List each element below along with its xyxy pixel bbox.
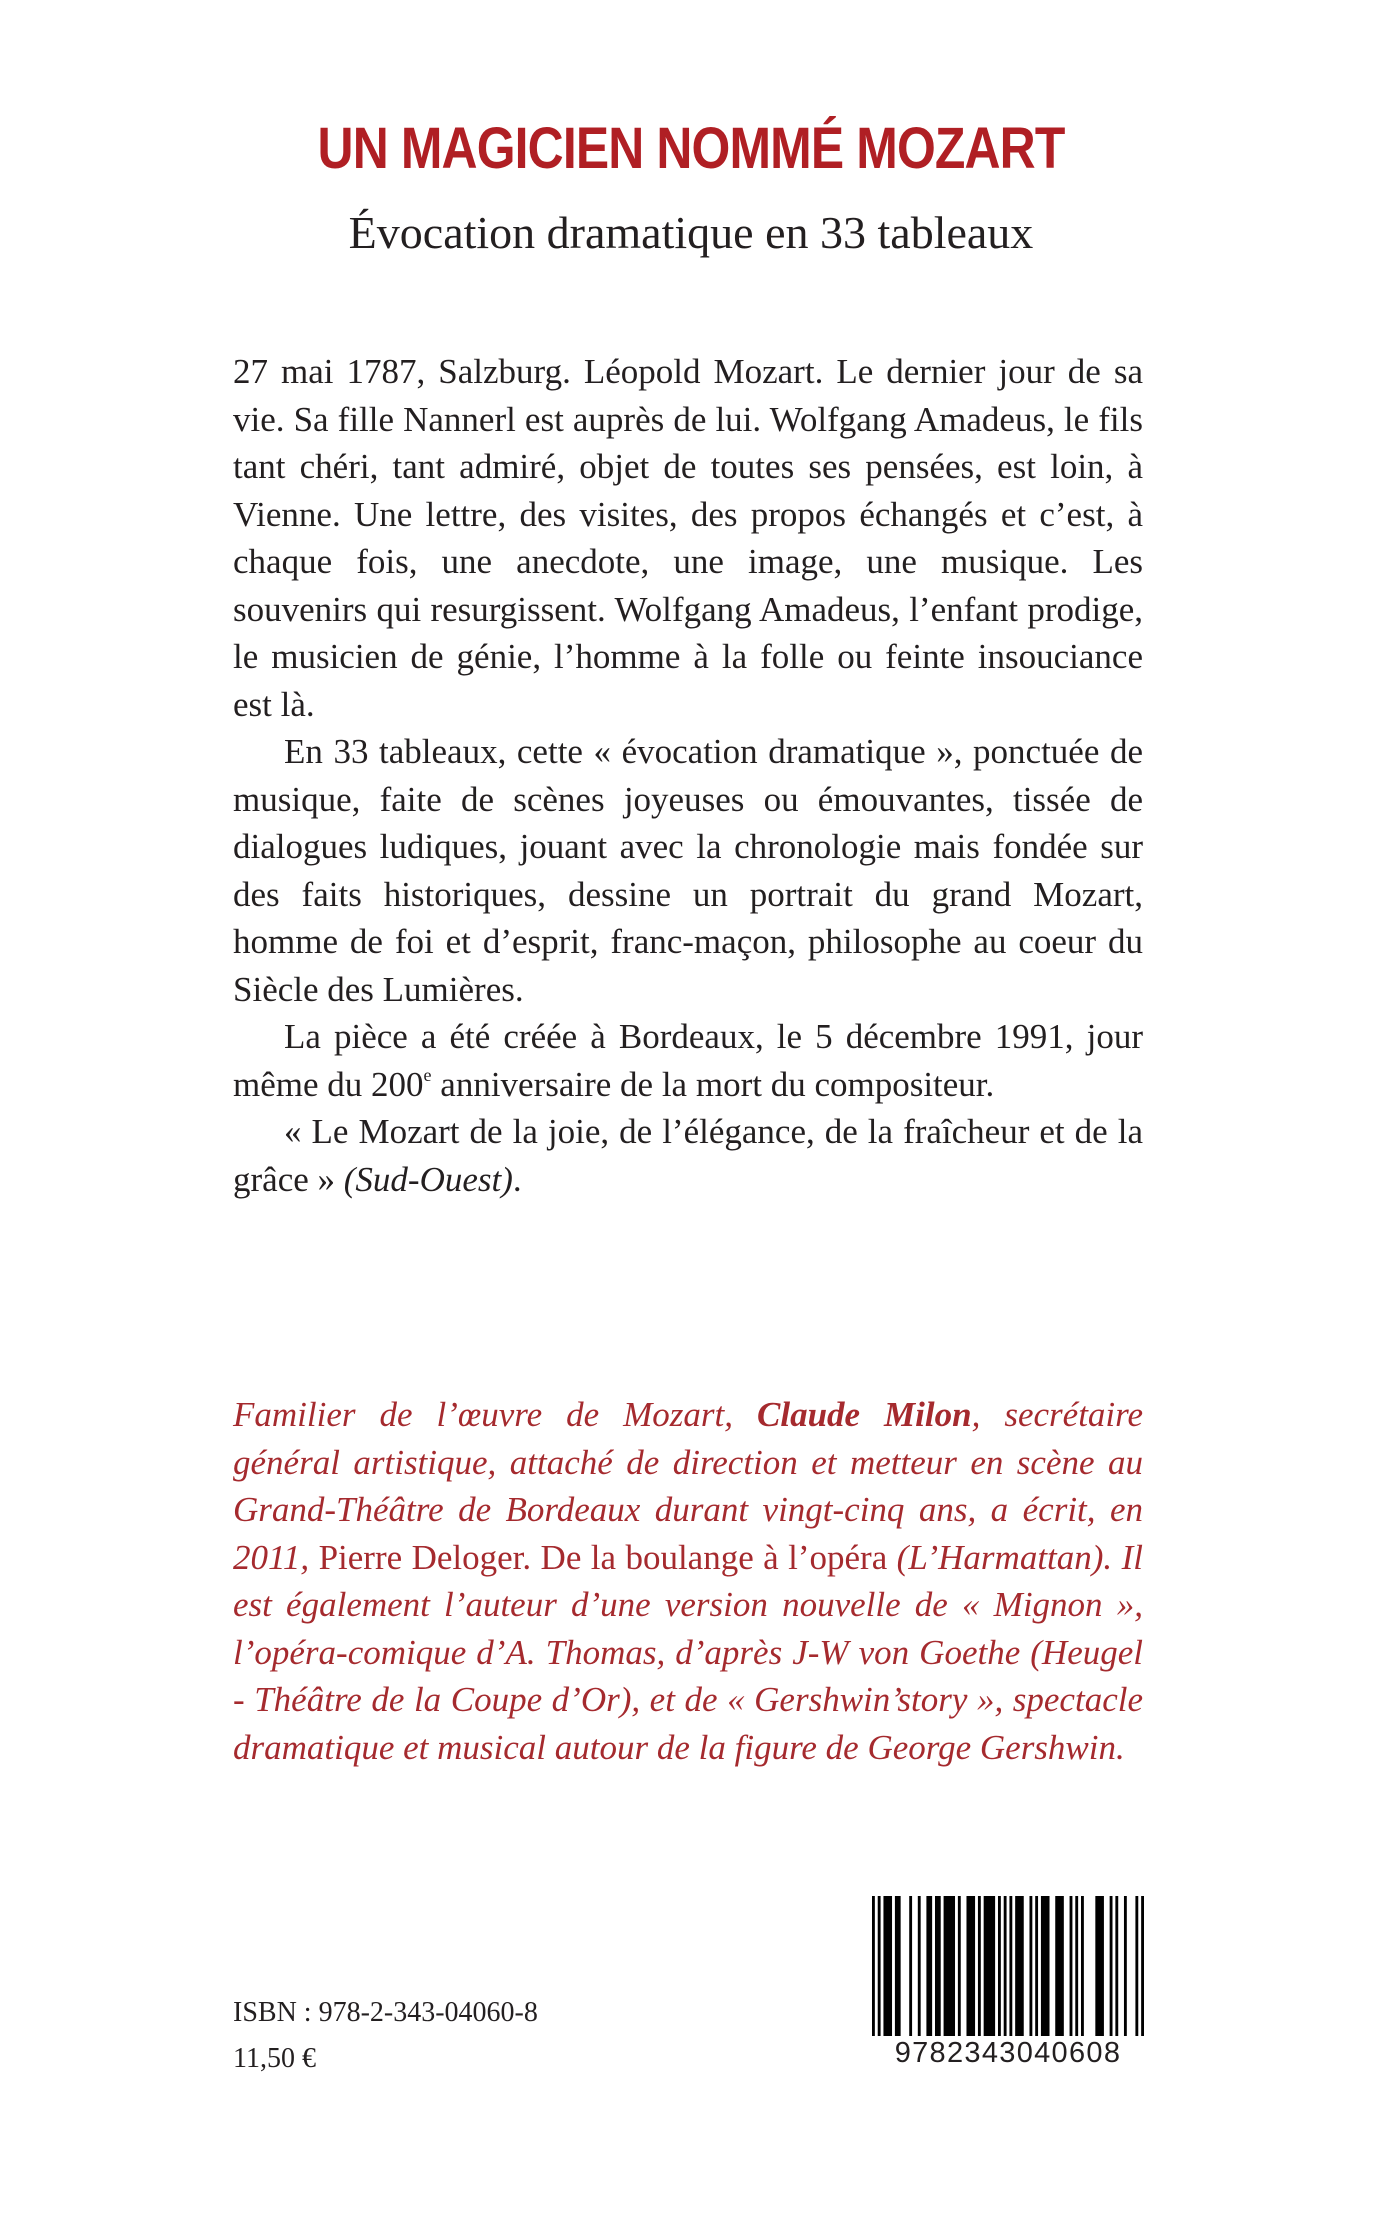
barcode-bar — [909, 1896, 912, 2046]
blurb-paragraph-3 — [233, 1013, 1143, 1108]
barcode-bar — [1035, 1896, 1038, 2046]
barcode-bar — [1081, 1896, 1084, 2046]
isbn-number: ISBN : 978-2-343-04060-8 — [233, 1997, 538, 2028]
barcode-bar — [978, 1896, 981, 2046]
barcode-bar — [1041, 1896, 1050, 2046]
barcode-bar — [984, 1896, 995, 2046]
ordinal-superscript: e — [423, 1064, 432, 1085]
blurb-paragraph-4 — [233, 1108, 1143, 1203]
blurb-p3-end: anniversaire de la mort du compositeur. — [431, 1064, 995, 1104]
book-title: UN MAGICIEN NOMMÉ MOZART — [317, 116, 1065, 181]
barcode-bar — [1075, 1896, 1078, 2046]
price: 11,50 € — [233, 2043, 316, 2074]
isbn-barcode — [872, 1896, 1144, 2076]
barcode-bar — [895, 1896, 901, 2046]
barcode-bar — [872, 1896, 875, 2046]
barcode-bar — [935, 1896, 941, 2046]
press-source: (Sud-Ouest) — [343, 1159, 513, 1199]
barcode-bar — [1055, 1896, 1064, 2046]
barcode-bar — [998, 1896, 1001, 2046]
barcode-bar — [966, 1896, 975, 2046]
barcode-bar — [883, 1896, 892, 2046]
barcode-bar — [1135, 1896, 1138, 2046]
blurb-p3-start: La pièce a été créée à Bordeaux, le 5 décembre 1991, jour même du 200 — [233, 1017, 1143, 1104]
author-bio-middle: , secrétaire général artistique, attaché de direction et metteur en scène au Grand-Théâtre de Bordeaux durant vingt-cinq ans, a écrit, en 2011, — [233, 1395, 1144, 1577]
author-book-title: Pierre Deloger. De la boulange à l’opéra — [318, 1537, 888, 1577]
author-bio — [233, 1391, 1143, 1771]
barcode-bar — [944, 1896, 955, 2046]
barcode-bar — [1009, 1896, 1012, 2046]
barcode-bar — [1015, 1896, 1024, 2046]
barcode-bar — [1070, 1896, 1073, 2046]
blurb-paragraph-1: 27 mai 1787, Salzburg. Léopold Mozart. Le dernier jour de sa vie. Sa fille Nannerl est auprès de lui. Wolfgang Amadeus, le fils tant chéri, tant admiré, objet de toutes ses pensées, est loin, à Vienne. Une lettre, des visites, des propos échangés et c’est, à chaque fois, une anecdote, une image, une musique. Les souvenirs qui resurgissent. Wolfgang Amadeus, l’enfant prodige, le musicien de génie, l’homme à la folle ou feinte insouciance est là. — [233, 352, 1143, 724]
barcode-bar — [1115, 1896, 1118, 2046]
barcode-bar — [926, 1896, 932, 2046]
barcode-bar — [1124, 1896, 1127, 2046]
author-bio-rest: (L’Harmattan). Il est également l’auteur d’une version nouvelle de « Mignon », l’opéra-comique d’A. Thomas, d’après J-W von Goethe (Heugel - Théâtre de la Coupe d’Or), et de « Gershwin’story », spectacle dramatique et musical autour de la figure de George Gershwin. — [233, 1537, 1143, 1767]
barcode-bar — [878, 1896, 881, 2046]
barcode-bar — [958, 1896, 961, 2046]
author-bio-intro: Familier de l’œuvre de Mozart, — [233, 1395, 757, 1434]
barcode-digits: 9782343040608 — [872, 2036, 1144, 2070]
author-name: Claude Milon — [757, 1395, 972, 1434]
press-quote: « Le Mozart de la joie, de l’élégance, de la fraîcheur et de la grâce » — [233, 1112, 1143, 1199]
blurb-paragraph-2: En 33 tableaux, cette « évocation dramatique », ponctuée de musique, faite de scènes joyeuses ou émouvantes, tissée de dialogues ludiques, jouant avec la chronologie mais fondée sur des faits historiques, dessine un portrait du grand Mozart, homme de foi et d’esprit, franc-maçon, philosophe au coeur du Siècle des Lumières. — [233, 732, 1143, 1009]
barcode-bar — [1004, 1896, 1007, 2046]
barcode-bars — [872, 1896, 1144, 2046]
barcode-bar — [1110, 1896, 1113, 2046]
barcode-bar — [1029, 1896, 1032, 2046]
book-subtitle: Évocation dramatique en 33 tableaux — [348, 207, 1034, 258]
back-cover-blurb — [233, 348, 1143, 1203]
barcode-bar — [1095, 1896, 1104, 2046]
press-quote-end: . — [512, 1159, 522, 1199]
barcode-bar — [918, 1896, 921, 2046]
barcode-bar — [1141, 1896, 1144, 2046]
